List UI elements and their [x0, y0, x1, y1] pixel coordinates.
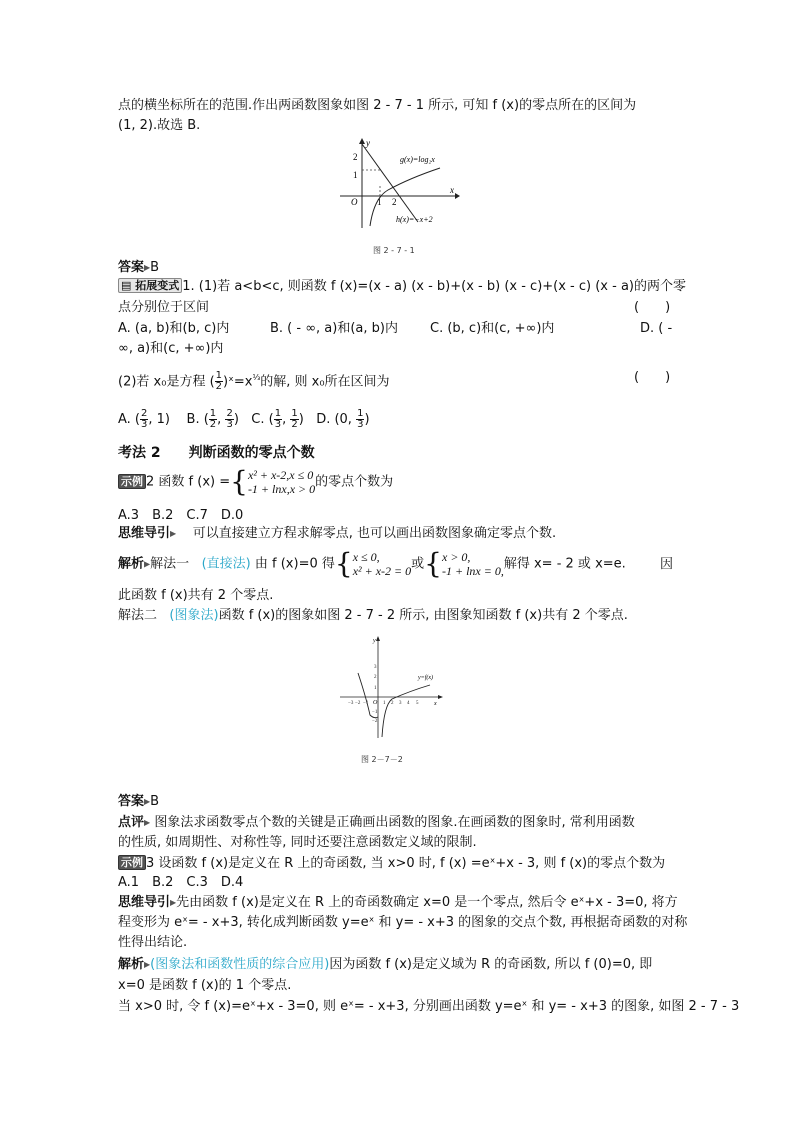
- example-2: 示例 2 函数 f (x) ={x² + x-2,x ≤ 0 -1 + lnx,x > 0的零点个数为: [118, 468, 393, 502]
- right-branch: [382, 685, 430, 737]
- ex3-guide-l3: 性得出结论.: [118, 935, 188, 950]
- triangle-icon: ▶: [170, 529, 177, 538]
- answer-label: 答案: [118, 260, 145, 275]
- origin-label: O: [351, 197, 358, 207]
- ext-q1-line2: 点分别位于区间: [118, 300, 210, 315]
- svg-text:3: 3: [399, 701, 402, 706]
- svg-text:−1: −1: [372, 710, 378, 715]
- comment-line2: 的性质, 如周期性、对称性等, 同时还要注意函数定义域的限制.: [118, 835, 477, 850]
- option-c: C. (b, c)和(c, +∞)内: [430, 321, 555, 336]
- answer-paren: ( ): [634, 370, 671, 385]
- option-b: B. ( - ∞, a)和(a, b)内: [270, 321, 398, 336]
- ex2-options: A.3 B.2 C.7 D.0: [118, 508, 244, 523]
- svg-text:−1: −1: [363, 701, 369, 706]
- ex3-solution-l1: 解析▶(图象法和函数性质的综合应用)因为函数 f (x)是定义域为 R 的奇函数, 所以 f (0)=0, 即: [118, 957, 653, 972]
- svg-text:−3: −3: [348, 701, 354, 706]
- text-line: 点的横坐标所在的范围.作出两函数图象如图 2 - 7 - 1 所示, 可知 f (x)的零点所在的区间为: [118, 98, 637, 113]
- option-d: D. ( -: [640, 321, 673, 336]
- g-label: g(x)=log₂x: [400, 155, 435, 164]
- answer-line: 答案▶B: [118, 794, 160, 809]
- figure-2-7-2: [330, 633, 445, 743]
- tick-2: 2: [392, 197, 397, 207]
- svg-text:1: 1: [383, 701, 386, 706]
- answer-line: [118, 259, 159, 277]
- triangle-icon: ▶: [144, 559, 151, 569]
- x-axis-arrow: [455, 193, 460, 199]
- svg-text:−2: −2: [355, 701, 361, 706]
- extension-tag: ▤ 拓展变式: [118, 278, 182, 293]
- y-axis-arrow: [359, 138, 365, 144]
- ytick-2: 2: [353, 152, 358, 162]
- svg-text:2: 2: [391, 701, 394, 706]
- h-label: h(x)=−x+2: [396, 215, 433, 224]
- book-icon: ▤: [121, 279, 132, 292]
- y-label: y: [373, 638, 376, 644]
- triangle-icon: ▶: [144, 263, 151, 272]
- triangle-icon: ▶: [170, 898, 177, 907]
- ex3-solution-l3: 当 x>0 时, 令 f (x)=eˣ+x - 3=0, 则 eˣ= - x+3, 分别画出函数 y=eˣ 和 y= - x+3 的图象, 如图 2 - 7 - 3: [118, 999, 740, 1014]
- triangle-icon: ▶: [144, 797, 151, 806]
- svg-text:2: 2: [374, 675, 377, 680]
- example-3: 示例 3 设函数 f (x)是定义在 R 上的奇函数, 当 x>0 时, f (x) =eˣ+x - 3, 则 f (x)的零点个数为: [118, 855, 665, 873]
- svg-text:4: 4: [407, 701, 410, 706]
- text-line: (1, 2).故选 B.: [118, 118, 201, 133]
- svg-text:3: 3: [374, 665, 377, 670]
- example-tag: 示例: [118, 474, 146, 489]
- x-label: x: [450, 185, 454, 195]
- answer-value: B: [150, 260, 160, 275]
- ex2-guide: 思维导引▶ 可以直接建立方程求解零点, 也可以画出函数图象确定零点个数.: [118, 526, 557, 541]
- tick-1: 1: [377, 197, 382, 207]
- text-fragment: 因: [660, 557, 674, 572]
- ex2-solution-1-cont: 此函数 f (x)共有 2 个零点.: [118, 588, 274, 603]
- option-d-cont: ∞, a)和(c, +∞)内: [118, 341, 224, 356]
- option-a: A. (a, b)和(b, c)内: [118, 321, 230, 336]
- ex2-solution-1: 解析▶解法一 (直接法) 由 f (x)=0 得{x ≤ 0, x² + x-2 = 0或{x > 0, -1 + lnx = 0,解得 x= - 2 或 x=e.: [118, 547, 626, 580]
- ytick-1: 1: [353, 170, 358, 180]
- figure-caption: 图 2 - 7 - 1: [373, 246, 415, 255]
- figure-caption: 图 2－7－2: [361, 755, 403, 764]
- ext-q1-line1: ▤ 拓展变式 1. (1)若 a<b<c, 则函数 f (x)=(x - a) (x - b)+(x - b) (x - c)+(x - c) (x - a)的两个零: [118, 278, 686, 296]
- answer-paren: ( ): [634, 300, 671, 315]
- comment-line1: 点评▶ 图象法求函数零点个数的关键是正确画出函数的图象.在画函数的图象时, 常利用函数: [118, 815, 635, 830]
- ex3-guide-l2: 程变形为 eˣ= - x+3, 转化成判断函数 y=eˣ 和 y= - x+3 的图象的交点个数, 再根据奇函数的对称: [118, 915, 688, 930]
- section-title: 考法 2 判断函数的零点个数: [118, 445, 315, 461]
- x-axis-arrow: [438, 695, 443, 699]
- x-label: x: [434, 701, 437, 707]
- ex3-guide-l1: 思维导引▶先由函数 f (x)是定义在 R 上的奇函数确定 x=0 是一个零点, 然后令 eˣ+x - 3=0, 将方: [118, 895, 678, 910]
- y-label: y: [366, 138, 370, 148]
- svg-text:5: 5: [416, 701, 419, 706]
- origin-label: O: [373, 700, 378, 706]
- ex3-options: A.1 B.2 C.3 D.4: [118, 875, 244, 890]
- triangle-icon: ▶: [144, 960, 151, 969]
- triangle-icon: ▶: [144, 818, 151, 827]
- curve-label: y=f(x): [418, 675, 434, 681]
- example-tag: 示例: [118, 855, 146, 870]
- ex3-solution-l2: x=0 是函数 f (x)的 1 个零点.: [118, 978, 292, 993]
- svg-text:−2: −2: [372, 719, 378, 724]
- y-axis-arrow: [376, 636, 380, 641]
- ex2-solution-2: 解法二 (图象法)函数 f (x)的图象如图 2 - 7 - 2 所示, 由图象知函数 f (x)共有 2 个零点.: [118, 608, 628, 623]
- figure-2-7-1: [340, 138, 460, 230]
- ext-q2: (2)若 x₀是方程 ( $\frac{1}{2}$ )$ˣ=x^{\frac{1}{3}}$的解, 则 x₀所在区间为: [118, 370, 390, 393]
- svg-text:1: 1: [374, 686, 377, 691]
- ext-q2-options: A. ( $\frac{2}{3}$ , 1) B. ( $\frac{1}{2}$ , $\frac{2}{3}$ ) C. ( $\frac{1}{3}$ , $\frac{1}{2}$ ) D. (0, $\frac{1}{3}$ ): [118, 408, 370, 430]
